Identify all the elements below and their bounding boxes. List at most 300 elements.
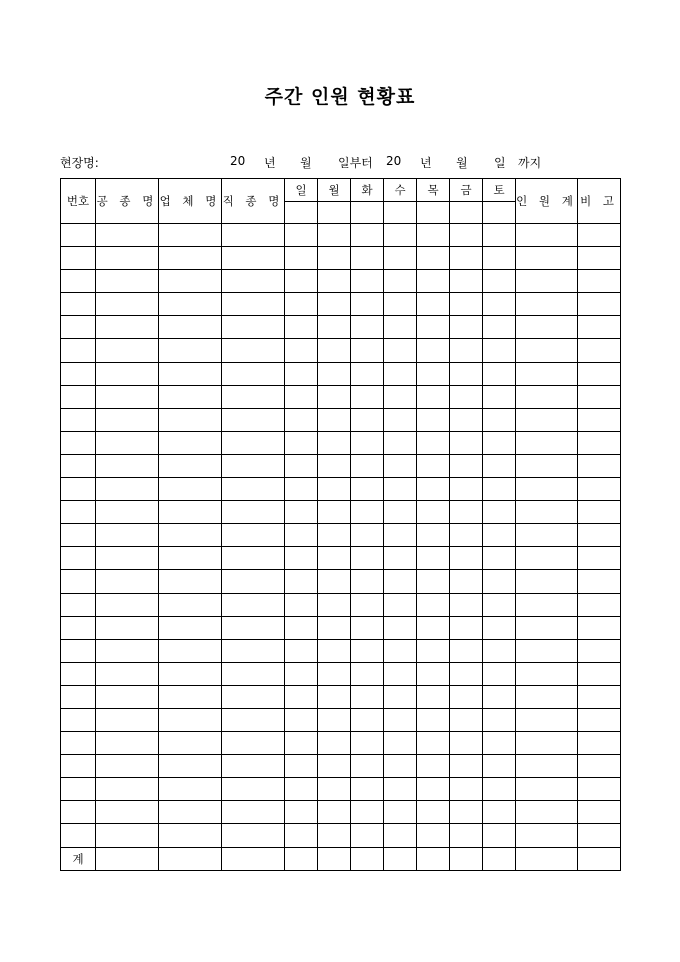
table-cell — [222, 593, 285, 616]
table-cell — [96, 685, 159, 708]
table-cell — [351, 616, 384, 639]
table-cell — [351, 362, 384, 385]
table-cell — [318, 524, 351, 547]
table-cell — [450, 501, 483, 524]
table-cell — [516, 570, 578, 593]
table-cell — [285, 362, 318, 385]
table-row — [61, 454, 621, 477]
table-cell — [351, 270, 384, 293]
header-day-fri: 금 — [450, 179, 483, 202]
table-cell — [450, 685, 483, 708]
table-cell — [222, 616, 285, 639]
table-cell — [384, 478, 417, 501]
table-cell — [318, 454, 351, 477]
table-cell — [285, 247, 318, 270]
table-cell — [318, 639, 351, 662]
table-cell — [450, 708, 483, 731]
table-row — [61, 501, 621, 524]
table-cell — [285, 847, 318, 870]
table-cell — [285, 339, 318, 362]
table-cell — [384, 408, 417, 431]
table-row — [61, 270, 621, 293]
month-unit-2: 월 — [456, 156, 468, 170]
table-cell — [384, 778, 417, 801]
table-cell — [578, 385, 621, 408]
table-cell — [578, 524, 621, 547]
table-cell — [516, 755, 578, 778]
table-cell — [96, 362, 159, 385]
table-cell — [96, 547, 159, 570]
table-cell — [450, 339, 483, 362]
table-cell — [96, 570, 159, 593]
year-prefix-2: 20 — [386, 154, 402, 168]
table-row — [61, 755, 621, 778]
table-cell — [96, 316, 159, 339]
table-cell — [417, 616, 450, 639]
table-cell — [285, 224, 318, 247]
table-row — [61, 778, 621, 801]
table-cell — [318, 408, 351, 431]
table-cell — [159, 385, 222, 408]
table-cell — [96, 478, 159, 501]
table-cell — [578, 270, 621, 293]
table-cell — [61, 685, 96, 708]
table-cell — [483, 755, 516, 778]
table-row — [61, 616, 621, 639]
table-cell — [516, 224, 578, 247]
table-cell — [351, 524, 384, 547]
table-cell — [222, 732, 285, 755]
header-day-sat: 토 — [483, 179, 516, 202]
table-cell — [450, 362, 483, 385]
table-cell — [384, 247, 417, 270]
table-row — [61, 408, 621, 431]
table-cell — [578, 824, 621, 847]
table-cell — [417, 247, 450, 270]
table-row — [61, 385, 621, 408]
table-cell — [483, 247, 516, 270]
table-cell — [578, 247, 621, 270]
table-cell — [61, 316, 96, 339]
table-cell — [318, 824, 351, 847]
table-cell — [578, 662, 621, 685]
table-cell — [159, 593, 222, 616]
table-cell — [483, 570, 516, 593]
table-cell — [285, 593, 318, 616]
table-cell — [61, 247, 96, 270]
table-cell — [96, 847, 159, 870]
table-row — [61, 685, 621, 708]
table-cell — [222, 662, 285, 685]
table-cell — [222, 316, 285, 339]
table-cell — [384, 732, 417, 755]
table-cell — [285, 431, 318, 454]
table-cell — [483, 478, 516, 501]
table-cell — [96, 339, 159, 362]
table-cell — [285, 408, 318, 431]
header-total-people: 인 원 계 — [516, 179, 578, 224]
table-cell — [222, 547, 285, 570]
table-cell — [318, 224, 351, 247]
table-cell — [578, 778, 621, 801]
table-cell — [516, 478, 578, 501]
table-cell — [483, 339, 516, 362]
header-company: 업 체 명 — [159, 179, 222, 224]
table-cell — [483, 847, 516, 870]
table-cell — [483, 408, 516, 431]
table-cell — [318, 732, 351, 755]
page-title: 주간 인원 현황표 — [264, 86, 416, 108]
table-cell — [222, 385, 285, 408]
table-cell — [285, 778, 318, 801]
table-cell — [285, 524, 318, 547]
table-row — [61, 662, 621, 685]
table-cell — [61, 593, 96, 616]
table-row — [61, 362, 621, 385]
table-cell — [61, 824, 96, 847]
table-cell — [96, 662, 159, 685]
header-day-cell — [417, 202, 450, 224]
table-cell — [417, 478, 450, 501]
table-cell — [318, 431, 351, 454]
table-cell — [384, 847, 417, 870]
day-from: 일부터 — [338, 156, 373, 170]
table-cell — [483, 316, 516, 339]
table-cell — [384, 224, 417, 247]
table-cell — [384, 385, 417, 408]
table-cell — [159, 685, 222, 708]
table-cell — [384, 362, 417, 385]
table-cell — [285, 293, 318, 316]
table-cell — [61, 408, 96, 431]
table-cell — [318, 593, 351, 616]
total-label: 계 — [61, 847, 96, 870]
table-cell — [483, 616, 516, 639]
table-cell — [516, 385, 578, 408]
table-cell — [578, 685, 621, 708]
table-cell — [96, 431, 159, 454]
table-cell — [318, 501, 351, 524]
table-cell — [351, 570, 384, 593]
table-row — [61, 570, 621, 593]
table-cell — [61, 616, 96, 639]
table-cell — [61, 524, 96, 547]
table-cell — [96, 247, 159, 270]
table-cell — [318, 616, 351, 639]
table-row — [61, 478, 621, 501]
table-cell — [516, 662, 578, 685]
table-cell — [516, 501, 578, 524]
table-cell — [351, 316, 384, 339]
table-cell — [318, 801, 351, 824]
table-row — [61, 547, 621, 570]
table-cell — [159, 824, 222, 847]
table-cell — [417, 454, 450, 477]
table-cell — [222, 454, 285, 477]
table-cell — [351, 824, 384, 847]
table-cell — [159, 224, 222, 247]
table-cell — [222, 524, 285, 547]
table-cell — [483, 431, 516, 454]
table-cell — [450, 662, 483, 685]
table-cell — [351, 732, 384, 755]
table-row — [61, 639, 621, 662]
table-cell — [450, 593, 483, 616]
table-cell — [351, 431, 384, 454]
table-cell — [222, 755, 285, 778]
table-cell — [318, 316, 351, 339]
table-cell — [159, 408, 222, 431]
table-cell — [61, 385, 96, 408]
table-cell — [483, 362, 516, 385]
table-cell — [318, 362, 351, 385]
table-row — [61, 524, 621, 547]
table-cell — [351, 708, 384, 731]
table-cell — [578, 847, 621, 870]
table-cell — [318, 708, 351, 731]
table-cell — [222, 501, 285, 524]
table-row — [61, 593, 621, 616]
table-cell — [384, 454, 417, 477]
table-cell — [61, 270, 96, 293]
table-cell — [578, 454, 621, 477]
header-day-cell — [351, 202, 384, 224]
table-cell — [450, 478, 483, 501]
table-cell — [578, 593, 621, 616]
table-cell — [285, 824, 318, 847]
table-cell — [222, 824, 285, 847]
table-cell — [222, 224, 285, 247]
table-cell — [516, 847, 578, 870]
table-cell — [285, 316, 318, 339]
table-cell — [285, 270, 318, 293]
table-cell — [450, 755, 483, 778]
table-cell — [222, 639, 285, 662]
table-cell — [483, 547, 516, 570]
table-cell — [384, 431, 417, 454]
header-day-wed: 수 — [384, 179, 417, 202]
table-cell — [351, 501, 384, 524]
table-cell — [222, 570, 285, 593]
table-cell — [384, 755, 417, 778]
table-cell — [384, 547, 417, 570]
table-cell — [61, 570, 96, 593]
table-cell — [285, 801, 318, 824]
table-cell — [318, 478, 351, 501]
table-cell — [578, 755, 621, 778]
table-cell — [159, 801, 222, 824]
table-cell — [61, 431, 96, 454]
table-cell — [516, 778, 578, 801]
table-cell — [61, 362, 96, 385]
table-cell — [483, 778, 516, 801]
table-cell — [516, 524, 578, 547]
table-cell — [417, 824, 450, 847]
table-cell — [450, 547, 483, 570]
header-day-thu: 목 — [417, 179, 450, 202]
table-cell — [222, 293, 285, 316]
table-cell — [483, 293, 516, 316]
table-cell — [96, 385, 159, 408]
table-cell — [417, 732, 450, 755]
table-cell — [318, 570, 351, 593]
table-cell — [351, 547, 384, 570]
table-cell — [516, 685, 578, 708]
table-cell — [222, 478, 285, 501]
table-cell — [222, 847, 285, 870]
headcount-table — [60, 178, 621, 871]
table-cell — [351, 847, 384, 870]
table-cell — [96, 501, 159, 524]
table-cell — [384, 639, 417, 662]
table-cell — [516, 824, 578, 847]
table-cell — [318, 339, 351, 362]
table-cell — [351, 639, 384, 662]
table-cell — [159, 570, 222, 593]
table-cell — [318, 247, 351, 270]
table-cell — [351, 778, 384, 801]
site-label: 현장명: — [60, 156, 99, 170]
table-cell — [417, 662, 450, 685]
table-cell — [159, 662, 222, 685]
table-cell — [578, 570, 621, 593]
table-cell — [285, 755, 318, 778]
table-cell — [417, 685, 450, 708]
table-cell — [516, 547, 578, 570]
header-row — [61, 179, 621, 202]
table-cell — [578, 362, 621, 385]
table-cell — [351, 247, 384, 270]
year-unit-2: 년 — [420, 156, 432, 170]
table-cell — [450, 570, 483, 593]
table-cell — [96, 593, 159, 616]
table-cell — [483, 639, 516, 662]
table-row — [61, 339, 621, 362]
table-cell — [578, 316, 621, 339]
table-cell — [222, 408, 285, 431]
table-cell — [351, 801, 384, 824]
table-cell — [450, 732, 483, 755]
header-remarks: 비 고 — [578, 179, 621, 224]
header-day-mon: 월 — [318, 179, 351, 202]
table-cell — [222, 708, 285, 731]
day-unit-2: 일 — [494, 156, 506, 170]
table-cell — [417, 270, 450, 293]
header-job: 직 종 명 — [222, 179, 285, 224]
table-cell — [61, 732, 96, 755]
table-cell — [417, 547, 450, 570]
table-row — [61, 247, 621, 270]
table-cell — [578, 708, 621, 731]
table-cell — [578, 293, 621, 316]
table-cell — [384, 524, 417, 547]
table-cell — [483, 662, 516, 685]
table-cell — [516, 801, 578, 824]
table-cell — [285, 501, 318, 524]
table-cell — [578, 616, 621, 639]
table-cell — [159, 639, 222, 662]
table-cell — [318, 662, 351, 685]
table-cell — [222, 801, 285, 824]
table-cell — [516, 639, 578, 662]
table-cell — [450, 801, 483, 824]
table-cell — [483, 801, 516, 824]
header-day-cell — [285, 202, 318, 224]
year-prefix-1: 20 — [230, 154, 246, 168]
month-unit-1: 월 — [300, 156, 312, 170]
table-cell — [384, 316, 417, 339]
table-cell — [483, 270, 516, 293]
table-cell — [516, 362, 578, 385]
table-cell — [450, 431, 483, 454]
table-cell — [318, 293, 351, 316]
table-cell — [96, 293, 159, 316]
table-cell — [578, 431, 621, 454]
header-day-cell — [318, 202, 351, 224]
table-cell — [96, 824, 159, 847]
table-cell — [159, 847, 222, 870]
table-cell — [578, 639, 621, 662]
table-cell — [318, 755, 351, 778]
table-cell — [384, 708, 417, 731]
table-cell — [417, 639, 450, 662]
table-cell — [450, 616, 483, 639]
header-day-cell — [384, 202, 417, 224]
table-cell — [384, 570, 417, 593]
table-cell — [318, 778, 351, 801]
year-unit-1: 년 — [264, 156, 276, 170]
table-cell — [159, 755, 222, 778]
table-cell — [159, 270, 222, 293]
table-cell — [450, 316, 483, 339]
table-cell — [285, 547, 318, 570]
table-cell — [159, 778, 222, 801]
table-cell — [516, 293, 578, 316]
table-cell — [483, 708, 516, 731]
table-cell — [159, 732, 222, 755]
table-cell — [351, 224, 384, 247]
table-cell — [96, 408, 159, 431]
table-cell — [516, 732, 578, 755]
table-cell — [384, 685, 417, 708]
table-cell — [417, 339, 450, 362]
table-cell — [516, 616, 578, 639]
table-row — [61, 224, 621, 247]
table-cell — [384, 339, 417, 362]
table-cell — [578, 547, 621, 570]
table-cell — [351, 662, 384, 685]
table-row — [61, 293, 621, 316]
table-cell — [61, 339, 96, 362]
table-cell — [516, 339, 578, 362]
table-cell — [351, 593, 384, 616]
table-cell — [159, 339, 222, 362]
table-cell — [450, 847, 483, 870]
table-cell — [578, 408, 621, 431]
table-cell — [417, 570, 450, 593]
table-row — [61, 732, 621, 755]
table-cell — [450, 824, 483, 847]
table-cell — [318, 385, 351, 408]
table-cell — [483, 224, 516, 247]
table-cell — [450, 524, 483, 547]
table-cell — [61, 662, 96, 685]
table-cell — [285, 570, 318, 593]
table-cell — [61, 454, 96, 477]
table-cell — [516, 593, 578, 616]
table-row — [61, 824, 621, 847]
table-cell — [516, 316, 578, 339]
